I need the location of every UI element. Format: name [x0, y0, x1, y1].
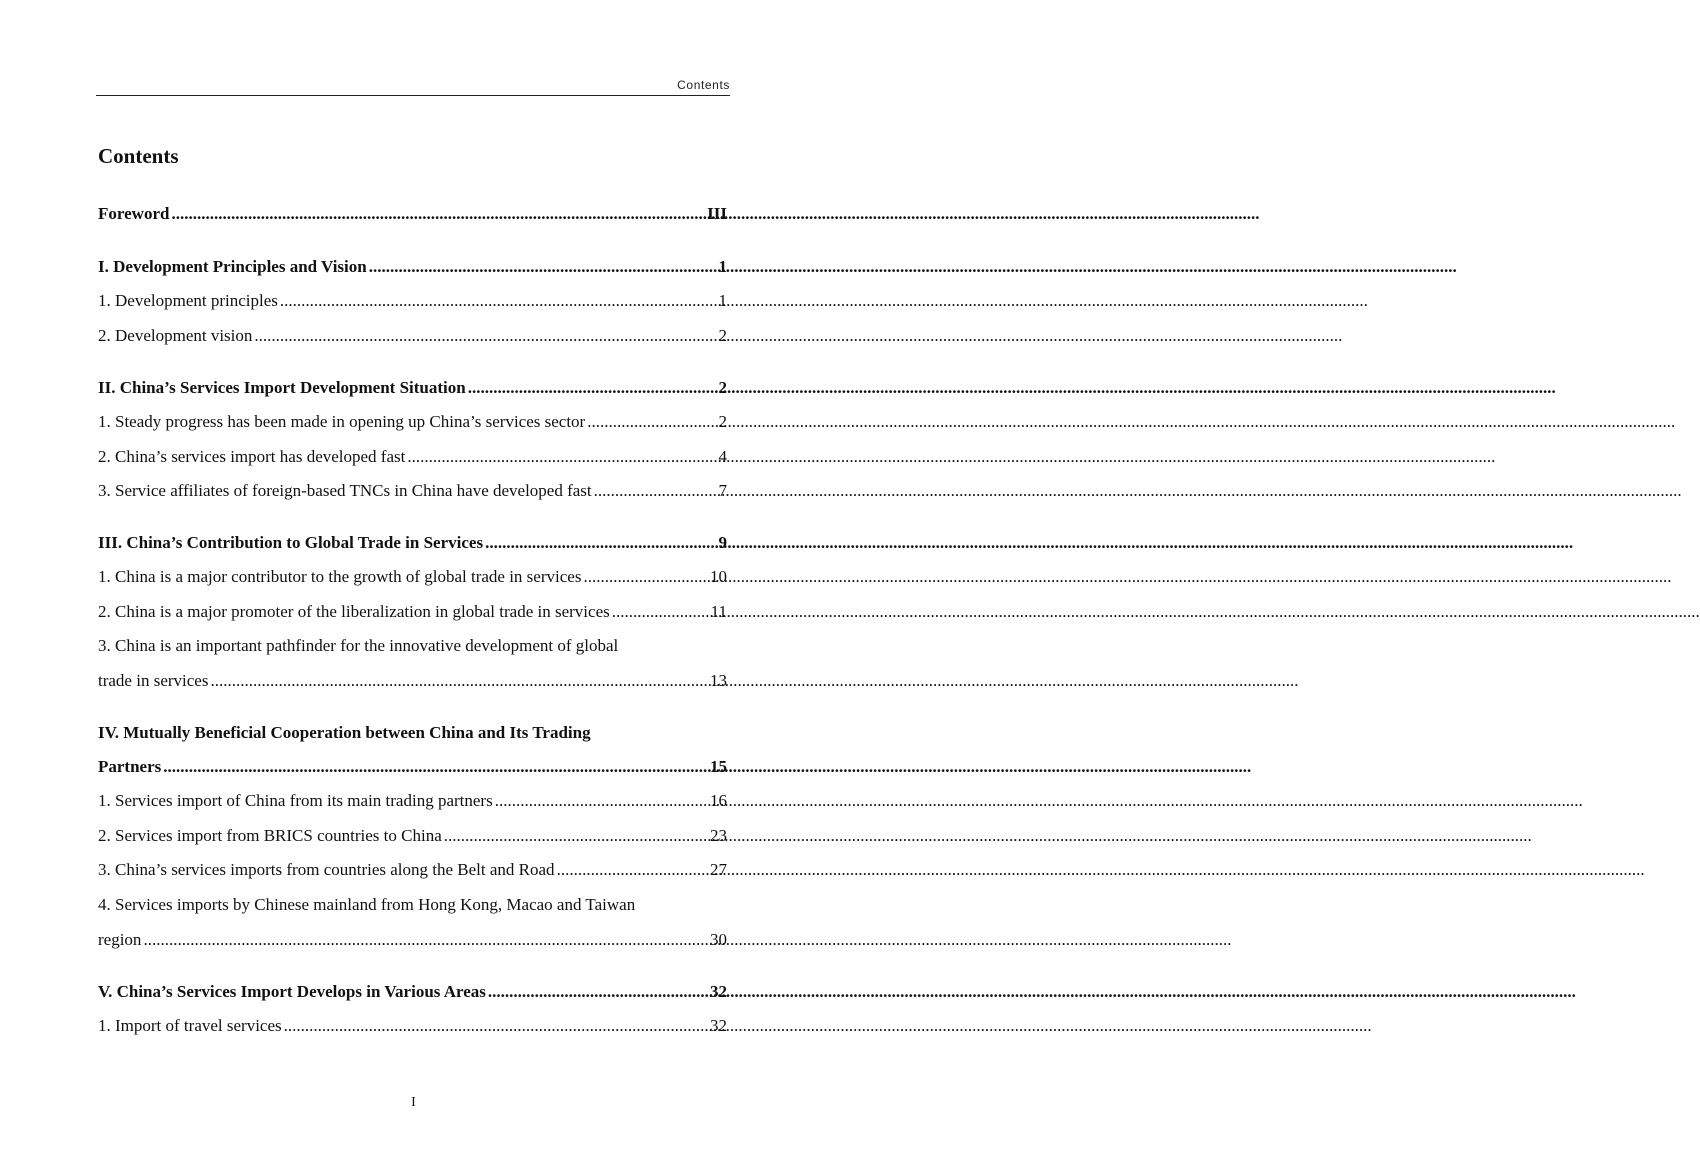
- toc-entry-text: 2. Services import from BRICS countries to China: [98, 826, 442, 845]
- toc-chapter-4-line1[interactable]: IV. Mutually Beneficial Cooperation between China and Its Trading: [98, 723, 591, 742]
- toc-page-number: 30: [710, 930, 727, 949]
- dot-leader: [488, 980, 708, 1004]
- dot-leader: [254, 324, 716, 348]
- toc-page-number: 2: [718, 326, 727, 345]
- toc-page-number: 13: [710, 671, 727, 690]
- toc-entry-text: 2. Development vision: [98, 326, 253, 345]
- toc-section-4-4-line1[interactable]: 4. Services imports by Chinese mainland from Hong Kong, Macao and Taiwan: [98, 895, 636, 914]
- toc-entry-text: 1. Steady progress has been made in opening up China’s services sector: [98, 412, 586, 431]
- toc-entry-text: III. China’s Contribution to Global Trade in Services: [98, 533, 484, 552]
- toc-section-2-3[interactable]: [98, 479, 727, 503]
- toc-section-3-3-line1[interactable]: 3. China is an important pathfinder for the innovative development of global: [98, 636, 619, 655]
- toc-section-4-1[interactable]: [98, 789, 727, 813]
- toc-section-4-4[interactable]: [98, 928, 727, 952]
- toc-section-3-3[interactable]: [98, 669, 727, 693]
- dot-leader: [143, 928, 708, 952]
- toc-entry-text: Partners: [98, 757, 162, 776]
- dot-leader: [171, 202, 705, 226]
- toc-entry-text: 1. Import of travel services: [98, 1016, 282, 1035]
- toc-chapter-2[interactable]: [98, 376, 727, 400]
- page-number: I: [411, 1095, 416, 1110]
- dot-leader: [485, 531, 716, 555]
- toc-section-4-2[interactable]: [98, 824, 727, 848]
- toc-section-2-2[interactable]: [98, 445, 727, 469]
- toc-chapter-3[interactable]: [98, 531, 727, 555]
- dot-leader: [587, 410, 716, 434]
- toc-page-number: 32: [710, 982, 727, 1001]
- dot-leader: [583, 565, 708, 589]
- toc-page-number: 1: [718, 257, 727, 276]
- toc-page-number: 23: [710, 826, 727, 845]
- dot-leader: [468, 376, 717, 400]
- dot-leader: [594, 479, 717, 503]
- dot-leader: [407, 445, 716, 469]
- toc-entry-text: II. China’s Services Import Development Situation: [98, 378, 466, 397]
- toc-page-number: 2: [718, 412, 727, 431]
- toc-entry-text: Foreword: [98, 204, 170, 223]
- toc-entry-text: I. Development Principles and Vision: [98, 257, 367, 276]
- toc-page-number: 9: [718, 533, 727, 552]
- toc-page-number: 15: [710, 757, 727, 776]
- toc-page-number: 1: [718, 291, 727, 310]
- toc-entry-text: 1. Services import of China from its main trading partners: [98, 791, 493, 810]
- dot-leader: [163, 755, 708, 779]
- toc-entry-text: V. China’s Services Import Develops in Various Areas: [98, 982, 486, 1001]
- toc-page-number: 27: [710, 860, 727, 879]
- toc-page-number: 16: [710, 791, 727, 810]
- dot-leader: [557, 858, 708, 882]
- toc-section-1-2[interactable]: [98, 324, 727, 348]
- toc-entry-foreword[interactable]: [98, 202, 727, 226]
- dot-leader: [284, 1014, 708, 1038]
- toc-chapter-1[interactable]: [98, 255, 727, 279]
- toc-page-number: 32: [710, 1016, 727, 1035]
- toc-entry-text: 2. China’s services import has developed fast: [98, 447, 406, 466]
- toc-section-3-2[interactable]: [98, 600, 727, 624]
- dot-leader: [495, 789, 708, 813]
- dot-leader: [369, 255, 717, 279]
- toc-section-3-1[interactable]: [98, 565, 727, 589]
- toc-chapter-4[interactable]: [98, 755, 727, 779]
- toc-section-2-1[interactable]: [98, 410, 727, 434]
- toc-page-number: III: [707, 204, 727, 223]
- dot-leader: [612, 600, 709, 624]
- toc-page-number: 4: [718, 447, 727, 466]
- toc-entry-text: 2. China is a major promoter of the liberalization in global trade in services: [98, 602, 610, 621]
- dot-leader: [210, 669, 708, 693]
- dot-leader: [280, 289, 717, 313]
- toc-entry-text: region: [98, 930, 142, 949]
- toc-section-1-1[interactable]: [98, 289, 727, 313]
- toc-page-number: 11: [710, 602, 727, 621]
- toc-section-4-3[interactable]: [98, 858, 727, 882]
- toc-page-number: 10: [710, 567, 727, 586]
- toc-page-number: 7: [718, 481, 727, 500]
- toc-entry-text: 1. China is a major contributor to the growth of global trade in services: [98, 567, 582, 586]
- dot-leader: [444, 824, 708, 848]
- toc-entry-text: trade in services: [98, 671, 209, 690]
- toc-page-number: 2: [718, 378, 727, 397]
- toc-chapter-5[interactable]: [98, 980, 727, 1004]
- page-title: Contents: [98, 144, 179, 168]
- running-header: Contents: [96, 78, 730, 96]
- toc-entry-text: 3. Service affiliates of foreign-based TNCs in China have developed fast: [98, 481, 592, 500]
- toc-entry-text: 3. China’s services imports from countries along the Belt and Road: [98, 860, 555, 879]
- toc-entry-text: 1. Development principles: [98, 291, 278, 310]
- toc-section-5-1[interactable]: [98, 1014, 727, 1038]
